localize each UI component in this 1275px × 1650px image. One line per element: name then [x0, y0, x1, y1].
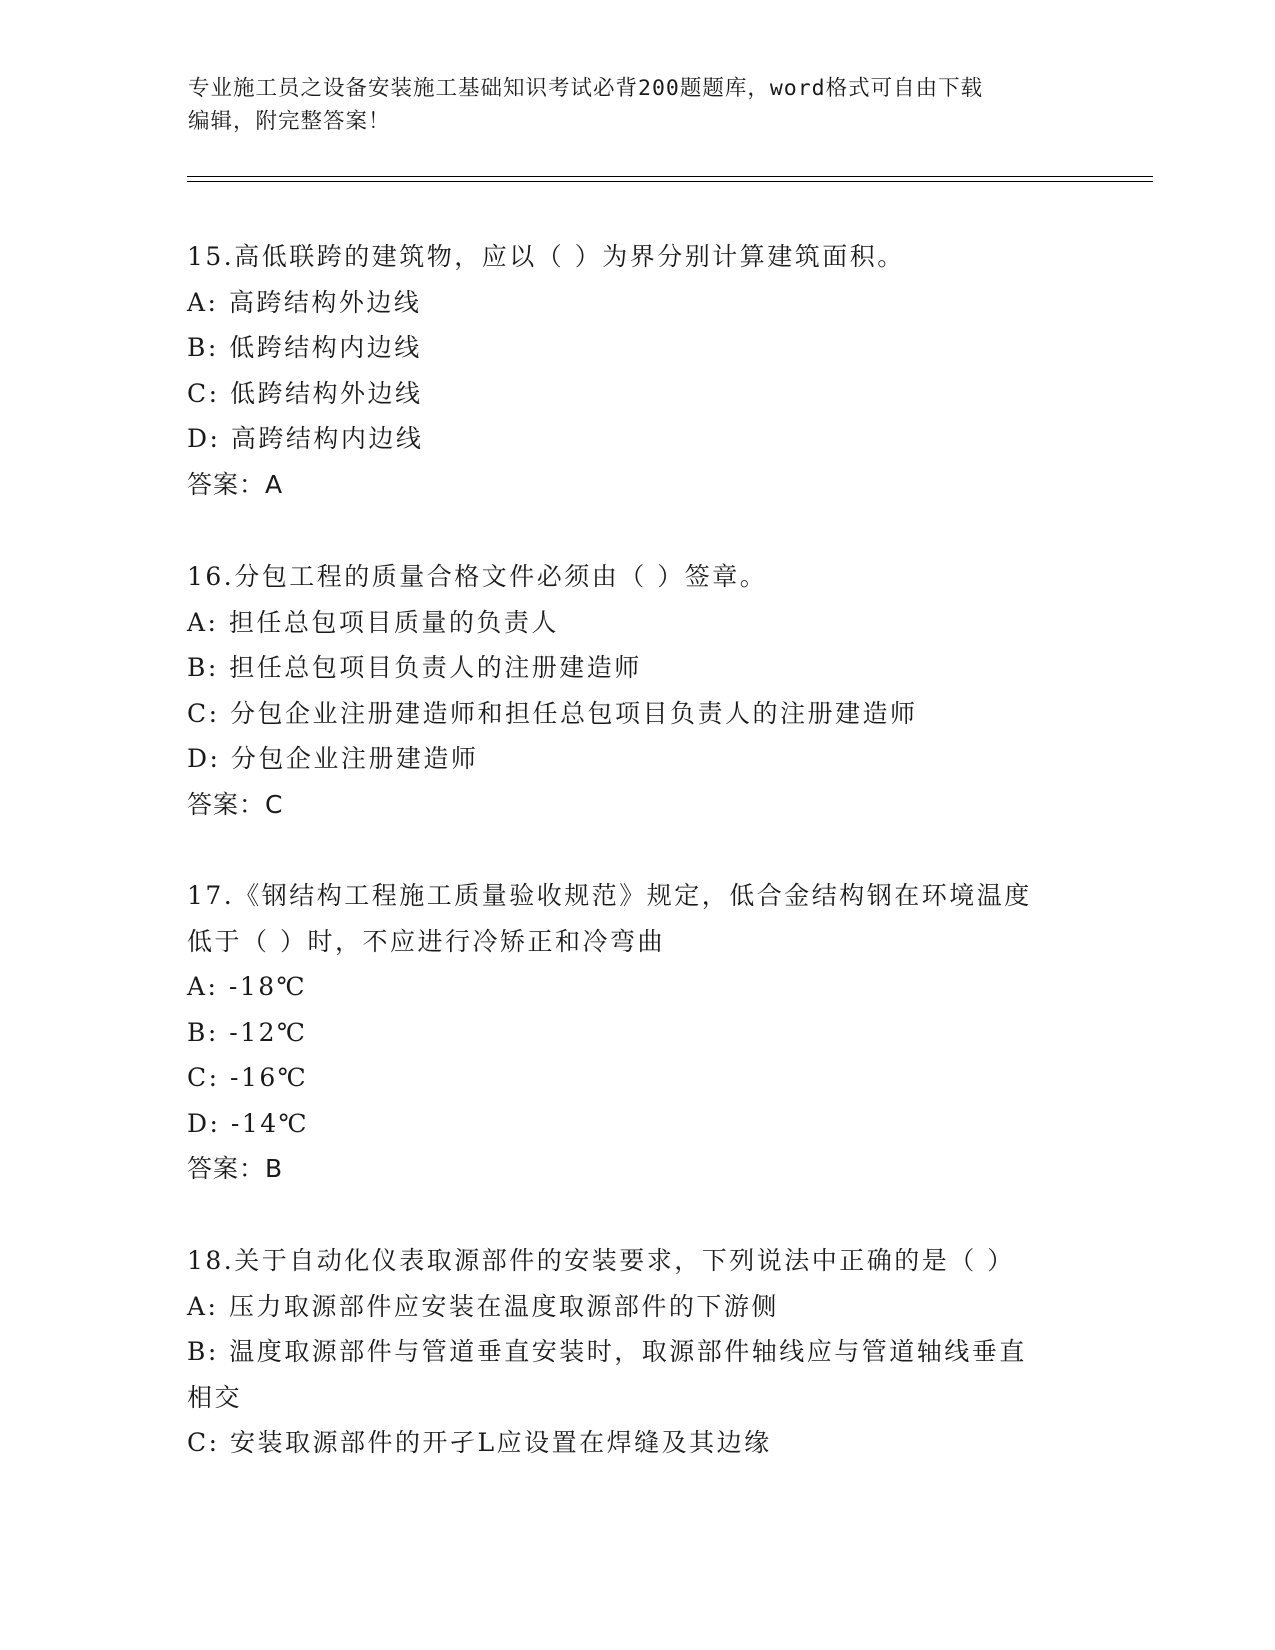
- answer-line: 答案：B: [187, 1154, 284, 1183]
- option-b: B: -12℃: [187, 1017, 308, 1047]
- question-stem-line-2: 低于（ ）时，不应进行冷矫正和冷弯曲: [187, 926, 665, 956]
- question-stem: 18.关于自动化仪表取源部件的安装要求，下列说法中正确的是（ ）: [187, 1246, 1015, 1275]
- question-17: [187, 873, 1087, 1192]
- option-a: A: 压力取源部件应安装在温度取源部件的下游侧: [187, 1291, 779, 1321]
- question-18: [187, 1238, 1087, 1466]
- option-b: B: 低跨结构内边线: [187, 333, 422, 362]
- option-b-continued: 相交: [187, 1382, 243, 1412]
- option-b: B: 温度取源部件与管道垂直安装时，取源部件轴线应与管道轴线垂直: [187, 1337, 1027, 1366]
- option-d: D: -14℃: [187, 1108, 310, 1138]
- option-d: D: 分包企业注册建造师: [187, 744, 479, 773]
- question-stem: 15.高低联跨的建筑物，应以（ ）为界分别计算建筑面积。: [187, 242, 905, 271]
- question-stem: 16.分包工程的质量合格文件必须由（ ）签章。: [187, 562, 768, 591]
- option-d: D: 高跨结构内边线: [187, 424, 424, 453]
- question-stem-line-1: 17.《钢结构工程施工质量验收规范》规定，低合金结构钢在环境温度: [187, 881, 1032, 910]
- header-divider-bottom: [187, 181, 1153, 182]
- document-header: [188, 72, 1068, 138]
- option-c: C: 低跨结构外边线: [187, 378, 423, 408]
- option-a: A: 高跨结构外边线: [187, 287, 422, 317]
- option-c: C: 分包企业注册建造师和担任总包项目负责人的注册建造师: [187, 698, 918, 728]
- header-line-1: 专业施工员之设备安装施工基础知识考试必背200题题库，word格式可自由下载: [188, 76, 984, 101]
- option-b: B: 担任总包项目负责人的注册建造师: [187, 653, 642, 682]
- option-a: A: -18℃: [187, 972, 308, 1001]
- question-16: [187, 554, 1087, 827]
- header-line-2: 编辑，附完整答案！: [188, 109, 391, 134]
- option-a: A: 担任总包项目质量的负责人: [187, 607, 559, 637]
- option-c: C: -16℃: [187, 1063, 309, 1092]
- header-divider-top: [187, 176, 1153, 177]
- answer-line: 答案：C: [187, 789, 284, 819]
- option-c: C: 安装取源部件的开孑L应设置在焊缝及其边缘: [187, 1428, 772, 1457]
- question-15: [187, 234, 1087, 507]
- answer-line: 答案：A: [187, 469, 284, 499]
